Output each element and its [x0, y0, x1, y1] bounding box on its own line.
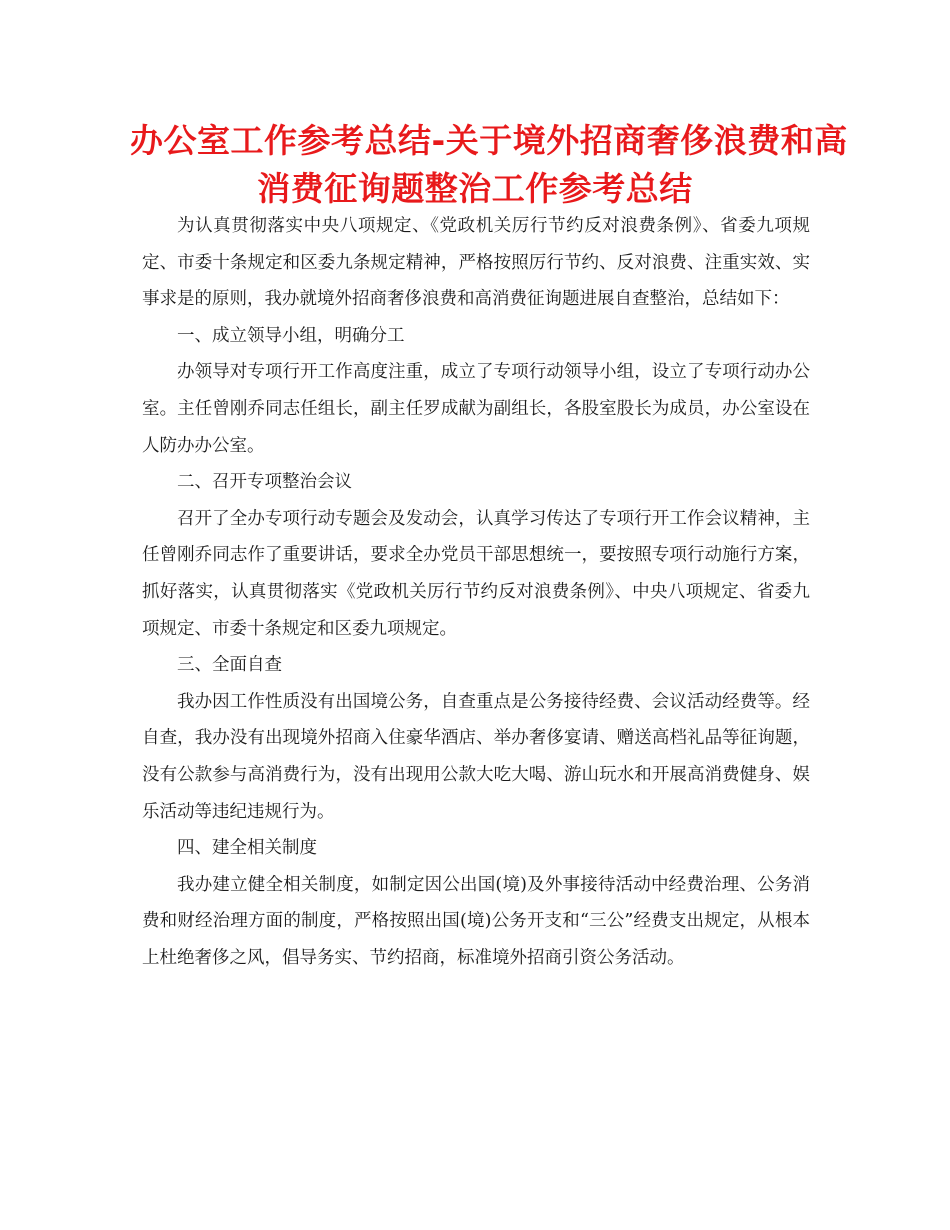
- title-line-2: 消费征询题整治工作参考总结: [257, 169, 693, 208]
- intro-paragraph: 为认真贯彻落实中央八项规定、《党政机关厉行节约反对浪费条例》、省委九项规定、市委十条规定和区委九条规定精神，严格按照厉行节约、反对浪费、注重实效、实事求是的原则，我办就境外招商奢侈浪费和高消费征询题进展自查整治，总结如下：: [142, 216, 810, 310]
- section-paragraph-1: 办领导对专项行开工作高度注重，成立了专项行动领导小组，设立了专项行动办公室。主任曾刚乔同志任组长，副主任罗成献为副组长，各股室股长为成员，办公室设在人防办办公室。: [142, 362, 810, 456]
- section-paragraph-3: 我办因工作性质没有出国境公务，自查重点是公务接待经费、会议活动经费等。经自查，我办没有出现境外招商入住豪华酒店、举办奢侈宴请、赠送高档礼品等征询题，没有公款参与高消费行为，没有出现用公款大吃大喝、游山玩水和开展高消费健身、娱乐活动等违纪违规行为。: [142, 691, 810, 822]
- document-body: [142, 208, 810, 976]
- section-heading-3: 三、全面自查: [177, 655, 282, 676]
- section-heading-4: 四、建全相关制度: [177, 838, 317, 859]
- section-paragraph-2: 召开了全办专项行动专题会及发动会，认真学习传达了专项行开工作会议精神，主任曾刚乔同志作了重要讲话，要求全办党员干部思想统一，要按照专项行动施行方案，抓好落实，认真贯彻落实《党政机关厉行节约反对浪费条例》、中央八项规定、省委九项规定、市委十条规定和区委九项规定。: [142, 508, 810, 639]
- section-paragraph-4: 我办建立健全相关制度，如制定因公出国(境)及外事接待活动中经费治理、公务消费和财经治理方面的制度，严格按照出国(境)公务开支和“三公”经费支出规定，从根本上杜绝奢侈之风，倡导务实、节约招商，标准境外招商引资公务活动。: [142, 874, 810, 968]
- section-heading-2: 二、召开专项整治会议: [177, 472, 352, 493]
- section-heading-1: 一、成立领导小组，明确分工: [177, 325, 405, 346]
- document-title: [130, 117, 848, 213]
- title-line-1: 办公室工作参考总结-关于境外招商奢侈浪费和高: [130, 121, 848, 160]
